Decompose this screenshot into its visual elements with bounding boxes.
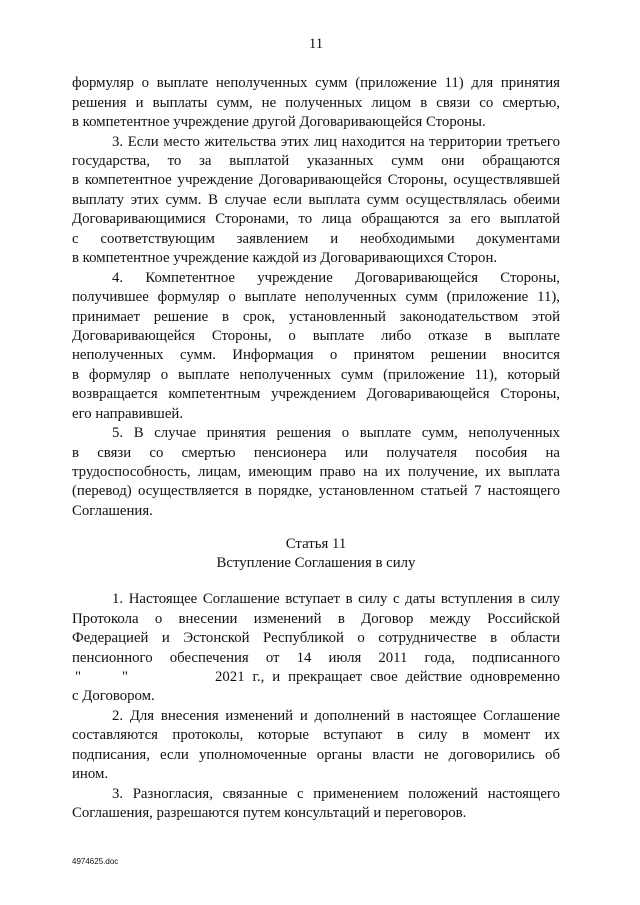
text-line-content: 4. Компетентное учреждение Договаривающейся Стороны, bbox=[112, 269, 560, 286]
text-line-content: возвращается компетентным учреждением Договаривающейся Стороны, bbox=[72, 386, 560, 403]
text-line bbox=[72, 288, 560, 307]
text-line bbox=[72, 765, 560, 784]
text-line bbox=[72, 785, 560, 804]
text-line-content: Соглашения. bbox=[72, 502, 153, 519]
text-line bbox=[72, 74, 560, 93]
text-line bbox=[72, 707, 560, 726]
text-line bbox=[72, 133, 560, 152]
text-line-content: 1. Настоящее Соглашение вступает в силу с даты вступления в силу bbox=[112, 591, 560, 608]
text-line-content: его направившей. bbox=[72, 405, 184, 422]
text-line-content: с Договором. bbox=[72, 688, 155, 705]
text-line-content: в компетентное учреждение Договаривающейся Стороны, осуществлявшей bbox=[72, 172, 560, 189]
text-line-content: в связи со смертью пенсионера или получателя пособия на bbox=[72, 444, 560, 461]
text-line bbox=[72, 502, 560, 521]
text-line-content: ином. bbox=[72, 766, 109, 783]
text-line bbox=[215, 668, 560, 687]
text-line-content: 3. Если место жительства этих лиц находится на территории третьего bbox=[112, 133, 560, 150]
text-line bbox=[72, 385, 560, 404]
text-line bbox=[72, 482, 560, 501]
text-line-content: (перевод) осуществляется в порядке, установленном статьей 7 настоящего bbox=[72, 483, 560, 500]
text-line-content: 3. Разногласия, связанные с применением положений настоящего bbox=[112, 785, 560, 802]
text-line-content: 2021 г., и прекращает свое действие одновременно bbox=[215, 669, 560, 686]
text-line bbox=[72, 346, 560, 365]
paragraph bbox=[72, 74, 560, 132]
text-line-content: получившее формуляр о выплате неполученных сумм (приложение 11), bbox=[72, 289, 560, 306]
paragraph bbox=[72, 424, 560, 521]
text-line bbox=[72, 424, 560, 443]
signature-date-line bbox=[72, 668, 560, 687]
text-line bbox=[72, 804, 560, 823]
paragraph bbox=[72, 707, 560, 785]
text-line bbox=[72, 191, 560, 210]
text-line-content: в формуляр о выплате неполученных сумм (приложение 11), который bbox=[72, 366, 560, 383]
text-line bbox=[72, 746, 560, 765]
text-line-content: составляются протоколы, которые вступают в силу в момент их bbox=[72, 727, 560, 744]
text-line bbox=[72, 152, 560, 171]
text-line-content: выплату этих сумм. В случае если выплата сумм осуществлялась обеими bbox=[72, 191, 560, 208]
text-line-content: решения и выплаты сумм, не полученных лицом в связи со смертью, bbox=[72, 94, 560, 111]
text-line-content: Федерацией и Эстонской Республикой о сотрудничестве в области bbox=[72, 630, 560, 647]
text-line bbox=[72, 726, 560, 745]
article-heading bbox=[72, 535, 560, 574]
text-line bbox=[72, 269, 560, 288]
text-line bbox=[72, 308, 560, 327]
text-line-content: подписания, если уполномоченные органы власти не договорились об bbox=[72, 746, 560, 763]
article-subtitle: Вступление Соглашения в силу bbox=[216, 555, 416, 572]
text-line bbox=[72, 405, 560, 424]
text-line-content: в компетентное учреждение каждой из Договаривающихся Сторон. bbox=[72, 250, 498, 267]
text-line bbox=[72, 649, 560, 668]
paragraph bbox=[72, 785, 560, 824]
text-line-content: Договаривающейся Стороны, о выплате либо отказе в выплате bbox=[72, 327, 560, 344]
text-line bbox=[72, 444, 560, 463]
text-line-content: государства, то за выплатой указанных сумм они обращаются bbox=[72, 153, 560, 170]
text-line bbox=[72, 94, 560, 113]
text-line-content: принимает решение в срок, установленный законодательством этой bbox=[72, 308, 560, 325]
date-quote-open: " bbox=[75, 669, 82, 686]
page-number: 11 bbox=[308, 36, 324, 52]
text-line bbox=[72, 210, 560, 229]
paragraph bbox=[72, 269, 560, 425]
text-line-content: в компетентное учреждение другой Договаривающейся Стороны. bbox=[72, 114, 486, 131]
paragraph bbox=[72, 133, 560, 269]
text-line bbox=[72, 366, 560, 385]
text-line-content: формуляр о выплате неполученных сумм (приложение 11) для принятия bbox=[72, 75, 560, 92]
text-line bbox=[72, 590, 560, 609]
date-quote-close: " bbox=[122, 669, 129, 686]
paragraph bbox=[72, 590, 560, 707]
text-line-content: неполученных сумм. Информация о принятом решении вносится bbox=[72, 347, 560, 364]
text-line-content: пенсионного обеспечения от 14 июля 2011 года, подписанного bbox=[72, 649, 560, 666]
text-line bbox=[72, 113, 560, 132]
text-line bbox=[72, 610, 560, 629]
text-line-content: трудоспособность, лицам, имеющим право на их получение, их выплата bbox=[72, 464, 560, 481]
text-line bbox=[72, 463, 560, 482]
text-line bbox=[72, 230, 560, 249]
text-line bbox=[72, 327, 560, 346]
text-line-content: Соглашения, разрешаются путем консультаций и переговоров. bbox=[72, 805, 467, 822]
text-line bbox=[72, 249, 560, 268]
body-section-2 bbox=[72, 590, 560, 823]
text-line bbox=[72, 171, 560, 190]
text-line-content: с соответствующим заявлением и необходимыми документами bbox=[72, 230, 560, 247]
text-line bbox=[72, 687, 560, 706]
article-title: Статья 11 bbox=[285, 536, 347, 552]
text-line-content: Договаривающимися Сторонами, то лица обращаются за его выплатой bbox=[72, 211, 560, 228]
text-line-content: Протокола о внесении изменений в Договор между Российской bbox=[72, 610, 560, 627]
text-line-content: 5. В случае принятия решения о выплате сумм, неполученных bbox=[112, 425, 560, 442]
footer-file-name: 4974625.doc bbox=[72, 857, 119, 866]
body-section-1 bbox=[72, 74, 560, 521]
text-line-content: 2. Для внесения изменений и дополнений в настоящее Соглашение bbox=[112, 707, 560, 724]
text-line bbox=[72, 629, 560, 648]
